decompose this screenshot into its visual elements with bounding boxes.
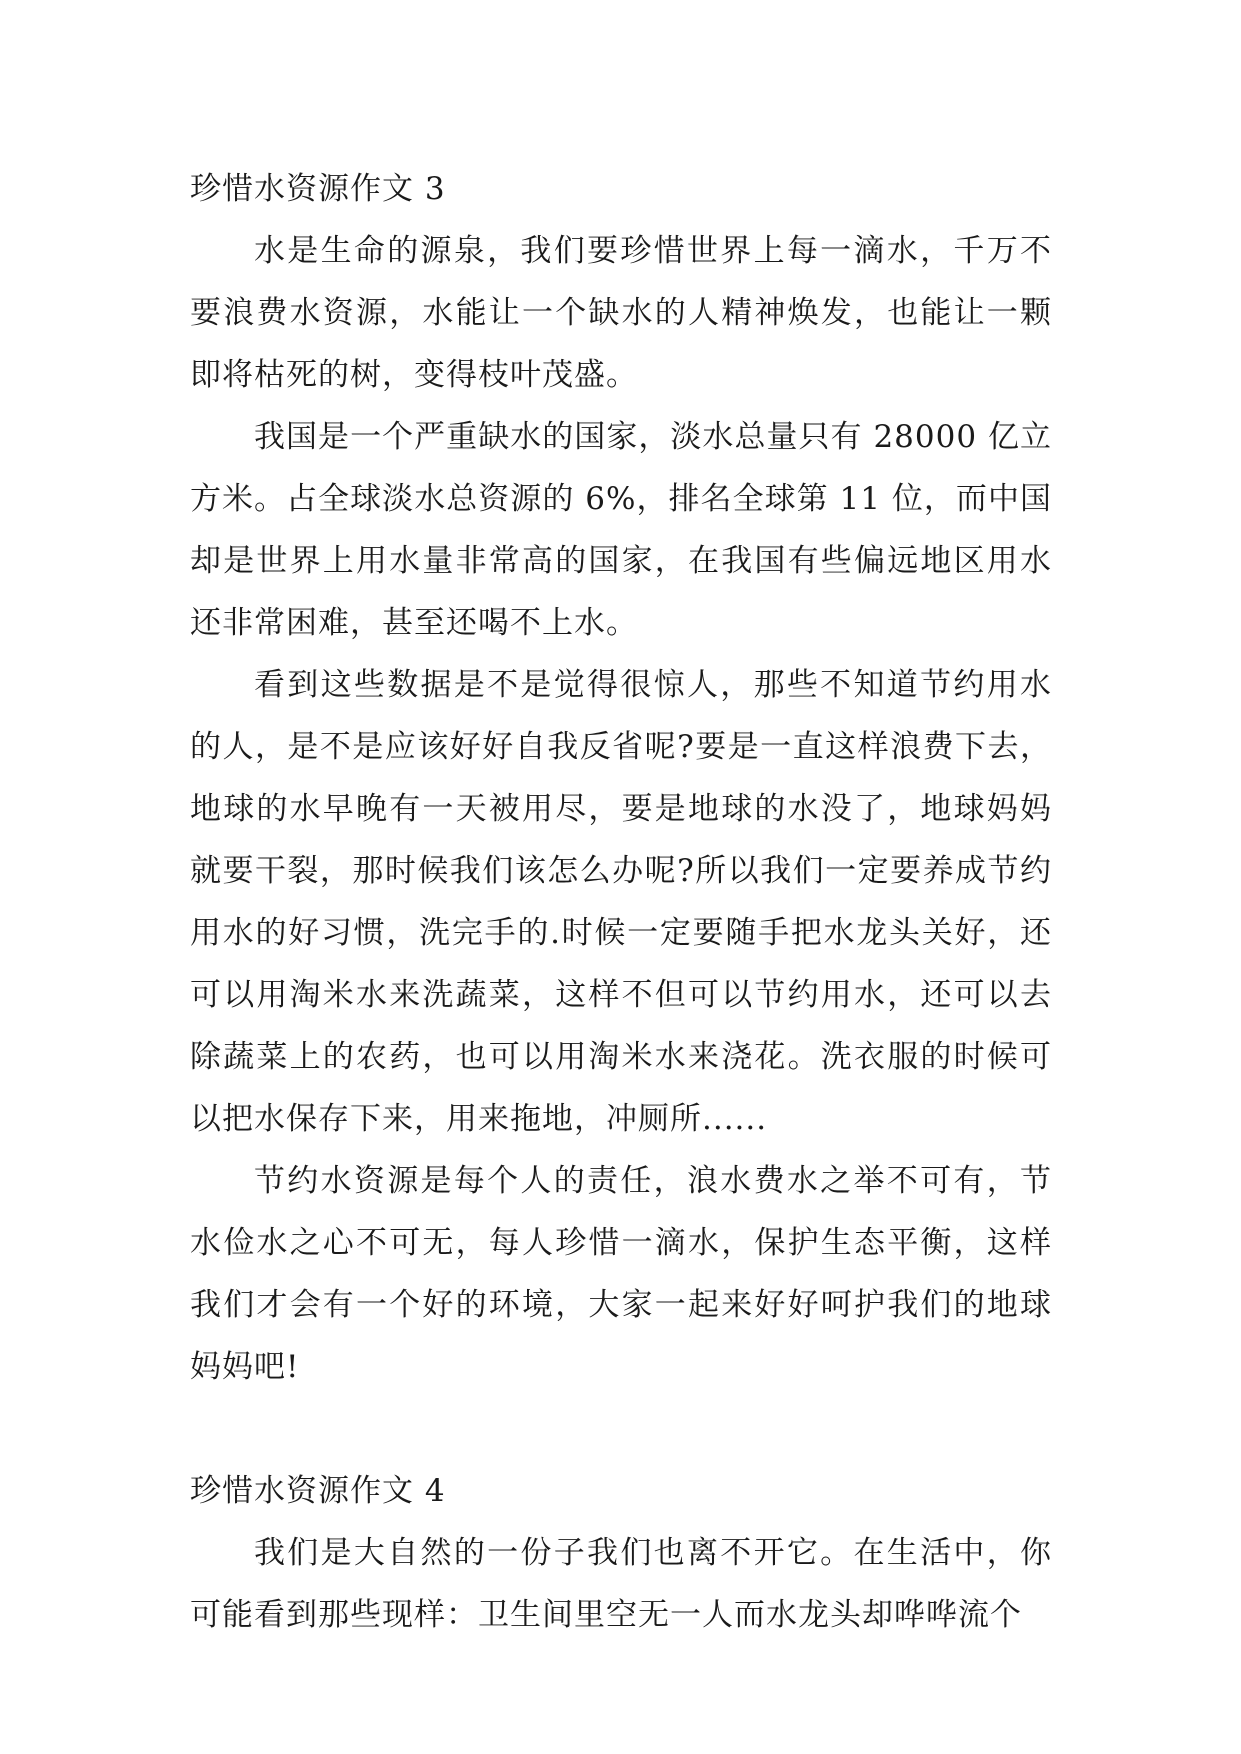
essay-3-paragraph-3: 看到这些数据是不是觉得很惊人，那些不知道节约用水的人，是不是应该好好自我反省呢?要是一直这样浪费下去，地球的水早晚有一天被用尽，要是地球的水没了，地球妈妈就要干裂，那时候我们该怎么办呢?所以我们一定要养成节约用水的好习惯，洗完手的.时候一定要随手把水龙头关好，还可以用淘米水来洗蔬菜，这样不但可以节约用水，还可以去除蔬菜上的农药，也可以用淘米水来浇花。洗衣服的时候可以把水保存下来，用来拖地，冲厕所...... (190, 667, 1052, 1137)
section-spacer (190, 1398, 1052, 1460)
essay-3-title: 珍惜水资源作文 3 (190, 171, 446, 207)
essay-4-paragraph-1: 我们是大自然的一份子我们也离不开它。在生活中，你可能看到那些现样：卫生间里空无一人而水龙头却哗哗流个 (190, 1535, 1052, 1633)
essay-4-title: 珍惜水资源作文 4 (190, 1473, 446, 1509)
essay-3-paragraph-4: 节约水资源是每个人的责任，浪水费水之举不可有，节水俭水之心不可无，每人珍惜一滴水，保护生态平衡，这样我们才会有一个好的环境，大家一起来好好呵护我们的地球妈妈吧! (190, 1163, 1052, 1385)
essay-3-paragraph-1: 水是生命的源泉，我们要珍惜世界上每一滴水，千万不要浪费水资源，水能让一个缺水的人精神焕发，也能让一颗即将枯死的树，变得枝叶茂盛。 (190, 233, 1052, 393)
essay-3-paragraph-2: 我国是一个严重缺水的国家，淡水总量只有 28000 亿立方米。占全球淡水总资源的 6%，排名全球第 11 位，而中国却是世界上用水量非常高的国家，在我国有些偏远地区用水还非常困难，甚至还喝不上水。 (190, 419, 1052, 641)
document-body (190, 158, 1052, 1646)
